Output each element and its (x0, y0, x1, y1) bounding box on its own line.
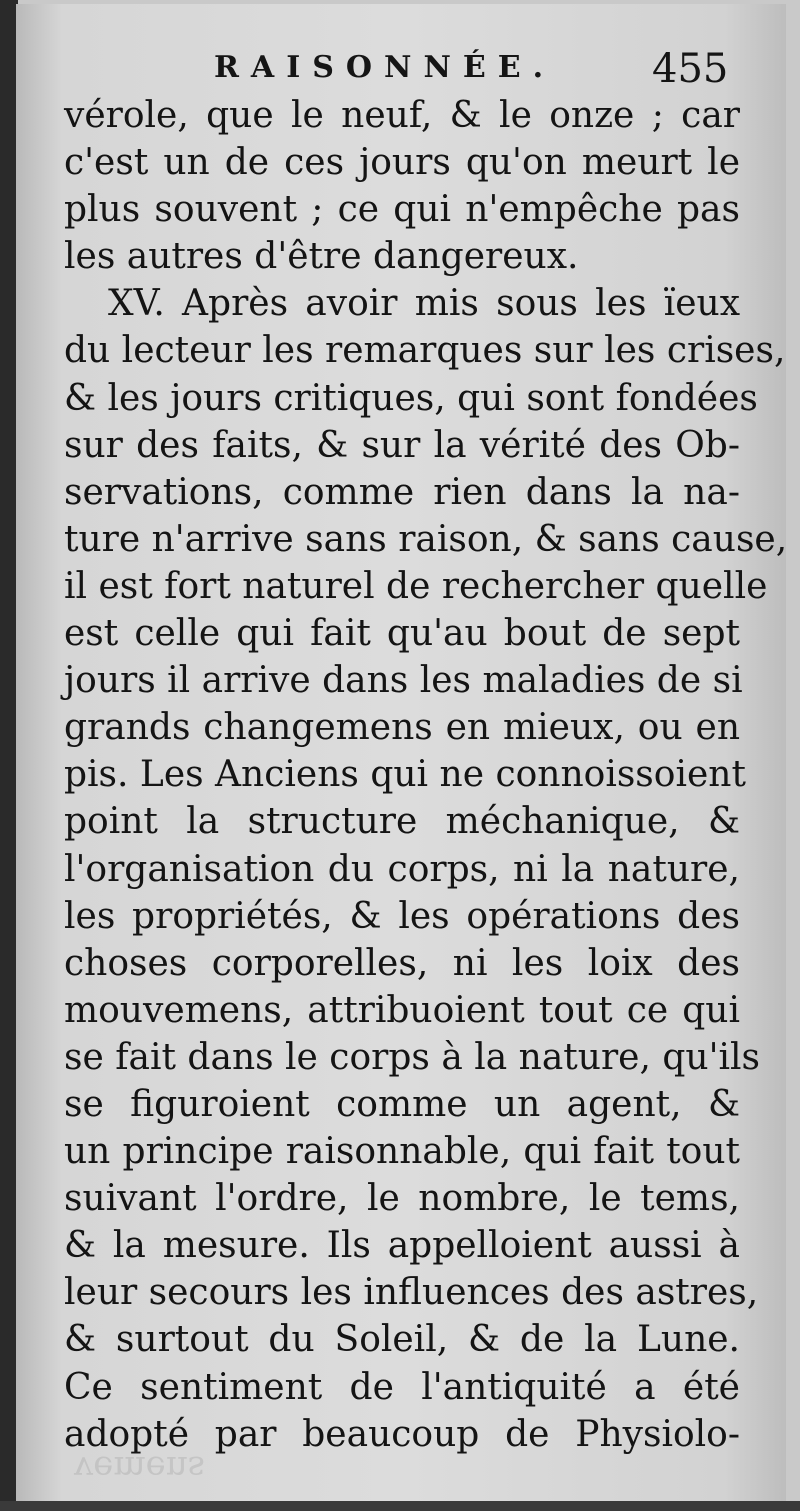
text-line: les propriétés, & les opérations des (64, 895, 740, 937)
text-line: l'organisation du corps, ni la nature, (64, 848, 740, 890)
body-text (64, 92, 788, 1458)
running-head: RAISONNÉE. (214, 50, 556, 85)
text-line: leur secours les influences des astres, (64, 1272, 759, 1314)
text-line: un principe raisonnable, qui fait tout (64, 1131, 740, 1173)
scan-edge-bottom (0, 1501, 800, 1511)
text-line: Ce sentiment de l'antiquité a été (64, 1366, 740, 1408)
text-line: plus souvent ; ce qui n'empêche pas (64, 189, 740, 231)
page-number: 455 (652, 46, 729, 92)
text-line: est celle qui fait qu'au bout de sept (64, 613, 740, 655)
text-line: point la structure méchanique, & (64, 801, 740, 843)
text-line: sur des faits, & sur la vérité des Ob- (64, 424, 740, 466)
text-line: pis. Les Anciens qui ne connoissoient (64, 754, 746, 796)
text-line: servations, comme rien dans la na- (64, 471, 740, 513)
page-header (0, 46, 800, 94)
text-line: mouvemens, attribuoient tout ce qui (64, 989, 740, 1031)
text-line: choses corporelles, ni les loix des (64, 942, 740, 984)
text-line: & les jours critiques, qui sont fondées (64, 377, 758, 419)
text-line: jours il arrive dans les maladies de si (64, 660, 743, 702)
bleed-through-text: vemens (74, 1448, 206, 1488)
text-line: adopté par beaucoup de Physiolo- (64, 1413, 740, 1455)
text-line: il est fort naturel de rechercher quelle (64, 565, 768, 607)
text-line: & la mesure. Ils appelloient aussi à (64, 1225, 740, 1267)
text-line: c'est un de ces jours qu'on meurt le (64, 142, 740, 184)
text-line: ture n'arrive sans raison, & sans cause, (64, 518, 788, 560)
text-line: vérole, que le neuf, & le onze ; car (64, 95, 740, 136)
text-line: suivant l'ordre, le nombre, le tems, (64, 1178, 740, 1220)
text-line: se figuroient comme un agent, & (64, 1083, 740, 1125)
text-line: grands changemens en mieux, ou en (64, 707, 740, 749)
text-line: les autres d'être dangereux. (64, 236, 579, 278)
text-line: du lecteur les remarques sur les crises, (64, 330, 786, 372)
text-line: se fait dans le corps à la nature, qu'ils (64, 1036, 760, 1078)
text-line: XV. Après avoir mis sous les ïeux (108, 283, 740, 325)
text-line: & surtout du Soleil, & de la Lune. (64, 1319, 740, 1361)
